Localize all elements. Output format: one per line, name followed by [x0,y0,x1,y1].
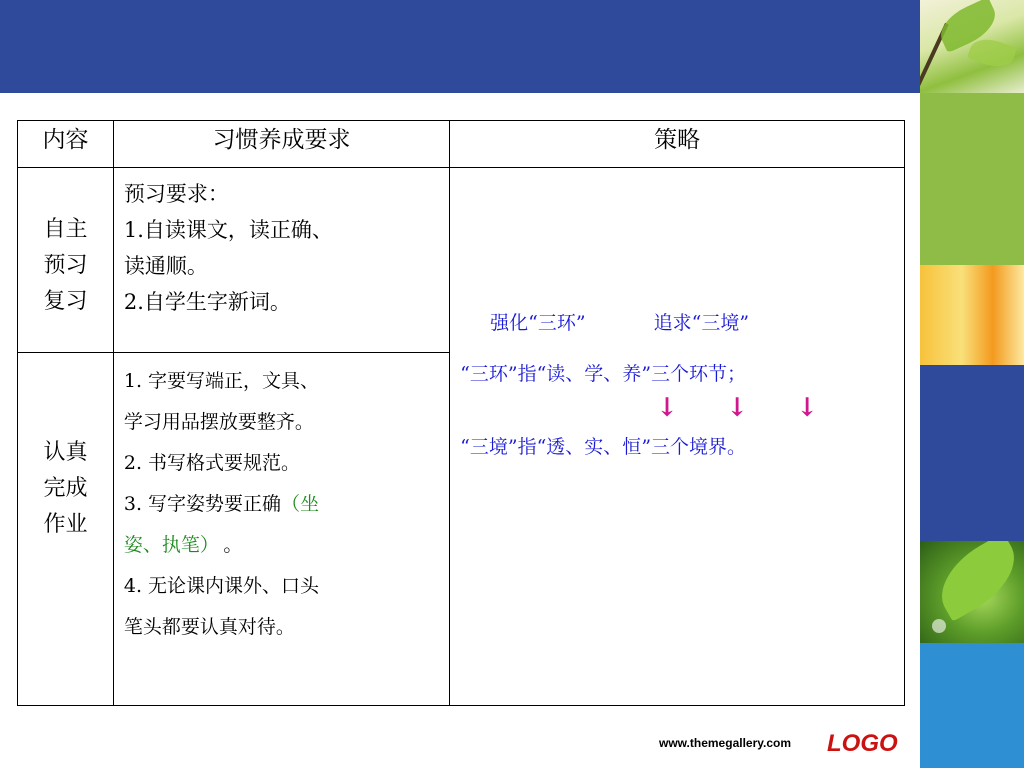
side-block-blue [920,365,1024,541]
down-arrow-icon: ↓ [656,393,678,423]
requirements-cell [113,353,449,706]
header-strategy: 策略 [450,121,905,168]
label-line: 复习 [43,289,88,314]
homework-requirements [114,353,449,648]
req-highlight: 姿、执笔） [123,534,210,556]
req-text: 3. 写字姿势要正确 [123,493,282,515]
req-highlight: （坐 [281,493,320,515]
side-image-leaves [920,0,1024,93]
req-line: 2. 书写格式要规范。 [123,452,301,474]
req-line [124,525,443,566]
label-line: 完成 [43,476,88,501]
label-line: 预习 [43,253,88,278]
strategy-cell [450,168,905,706]
website-url: www.themegallery.com [659,736,792,750]
side-block-lightblue [920,643,1024,768]
req-line: 4. 无论课内课外、口头 [123,575,320,597]
habit-table [17,120,905,706]
strategy-heading [460,308,888,338]
requirements-cell [113,168,449,353]
label-line: 自主 [43,217,88,242]
row-label [18,168,113,320]
down-arrow-icon: ↓ [726,393,749,423]
leaf-icon [927,541,1024,622]
req-line: 笔头都要认真对待。 [123,616,295,638]
preview-requirements [114,168,449,320]
table-header-row [18,121,905,168]
req-text: 。 [223,534,243,556]
label-line: 作业 [43,512,88,537]
req-line: 预习要求： [123,182,229,206]
req-line: 学习用品摆放要整齐。 [123,411,314,433]
req-line: 1.自读课文，读正确、 [123,218,333,242]
side-image-orange [920,265,1024,365]
strategy-content [460,308,888,464]
side-image-leaf [920,541,1024,643]
row-label-cell [18,353,114,706]
side-block-green [920,93,1024,265]
logo: LOGO [827,730,898,757]
req-line: 读通顺。 [123,254,208,278]
strategy-heading-right: 追求“三境” [653,312,750,334]
req-line: 2.自学生字新词。 [123,290,291,314]
table-row [18,168,905,353]
header-content: 内容 [18,121,114,168]
three-rings-text: “三环”指“读、学、养”三个环节； [460,363,747,385]
row-label-cell [18,168,114,353]
row-label [18,353,113,543]
strategy-heading-left: 强化“三环” [490,312,586,334]
header-habit-requirements: 习惯养成要求 [113,121,449,168]
req-line [124,484,443,525]
title-banner [0,0,920,93]
down-arrow-icon: ↓ [796,393,819,423]
label-line: 认真 [43,440,88,465]
water-drop-icon [932,619,946,633]
arrow-row [460,395,888,421]
three-realms-text: “三境”指“透、实、恒”三个境界。 [460,436,747,458]
req-line: 1. 字要写端正，文具、 [123,370,320,392]
